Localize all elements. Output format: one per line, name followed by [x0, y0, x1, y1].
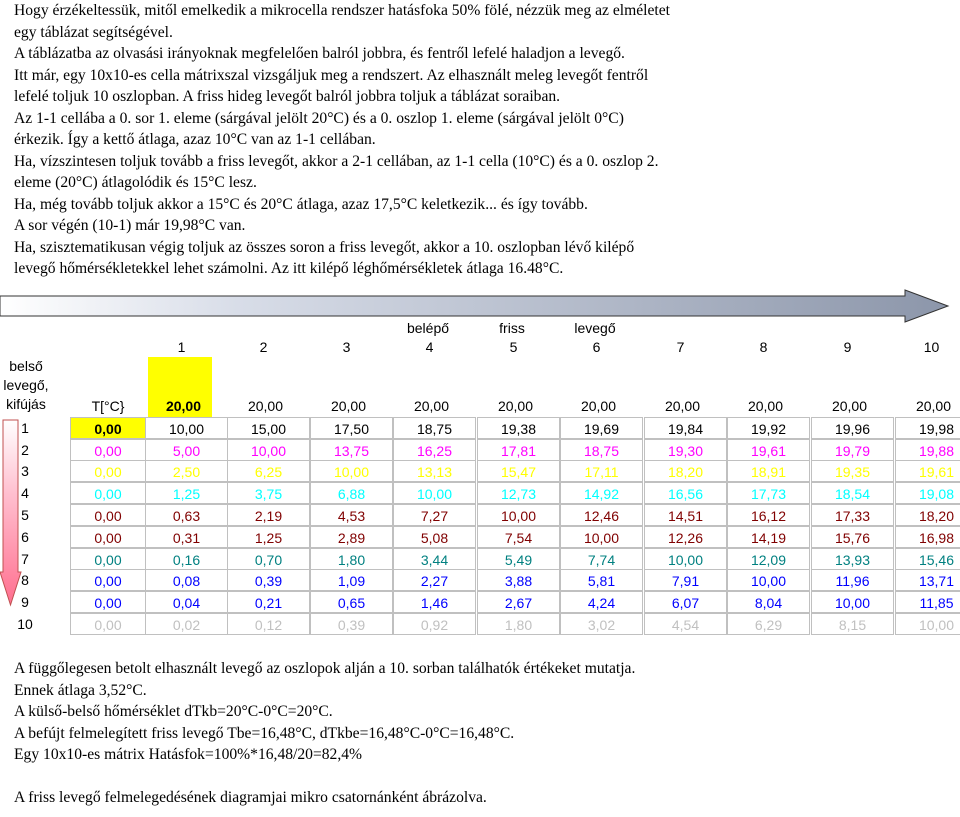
intro-line: Hogy érzékeltessük, mitől emelkedik a mikrocella rendszer hatásfoka 50% fölé, nézzük meg az elméletet	[14, 2, 670, 19]
top-label-entering: belépő	[406, 320, 450, 336]
matrix-cell: 7,91	[644, 569, 727, 591]
matrix-cell: 18,91	[727, 460, 810, 482]
matrix-cell: 5,08	[393, 526, 476, 548]
intro-line: eleme (20°C) átlagolódik és 15°C lesz.	[14, 174, 257, 191]
row-label: 5	[21, 507, 29, 523]
matrix-cell: 0,16	[145, 548, 228, 570]
matrix-cell: 13,75	[310, 439, 393, 461]
intro-line: A sor végén (10-1) már 19,98°C van.	[14, 217, 246, 234]
row-label: 3	[21, 463, 29, 480]
intro-line: A táblázatba az olvasási irányoknak megfelelően balról jobbra, és fentről lefelé haladjon a levegő.	[14, 45, 625, 62]
row-label: 1	[21, 419, 29, 436]
row-label: 7	[21, 550, 29, 567]
matrix-cell: 0,08	[145, 569, 228, 591]
header-row-cell: 20,00	[831, 398, 868, 414]
matrix-cell: 0,63	[145, 504, 228, 526]
first-column-cell: 0,00	[70, 548, 146, 570]
intro-line: egy táblázat segítségével.	[14, 23, 173, 41]
column-header: 1	[177, 339, 186, 355]
matrix-cell: 0,92	[393, 613, 476, 635]
matrix-cell: 17,11	[560, 460, 643, 482]
side-label	[0, 357, 52, 414]
matrix-cell: 19,35	[811, 460, 894, 482]
matrix-cell: 2,50	[145, 460, 228, 482]
matrix-cell: 12,73	[477, 482, 560, 504]
matrix-cell: 2,89	[310, 526, 393, 548]
matrix-cell: 13,13	[393, 460, 476, 482]
matrix-cell: 3,02	[560, 613, 643, 635]
matrix-cell: 2,67	[477, 591, 560, 613]
first-column-cell: 0,00	[70, 504, 146, 526]
header-row-cell: 20,00	[413, 398, 450, 414]
matrix-cell: 18,20	[644, 460, 727, 482]
matrix-cell: 16,98	[895, 526, 960, 548]
matrix-cell: 14,19	[727, 526, 810, 548]
header-row-cell: 20,00	[330, 398, 367, 414]
matrix-cell: 5,00	[145, 439, 228, 461]
outro-line: A külső-belső hőmérséklet dTkb=20°C-0°C=20°C.	[14, 703, 333, 720]
top-label-fresh: friss	[499, 320, 525, 336]
matrix-cell: 7,54	[477, 526, 560, 548]
matrix-cell: 16,56	[644, 482, 727, 504]
matrix-cell: 14,51	[644, 504, 727, 526]
top-label-air: levegő	[574, 320, 616, 336]
matrix-cell: 14,92	[560, 482, 643, 504]
matrix-cell: 0,12	[227, 613, 310, 635]
matrix-cell: 5,81	[560, 569, 643, 591]
intro-line: Ha, szisztematikusan végig toljuk az összes soron a friss levegőt, akkor a 10. oszlopban lévő kilépő	[14, 238, 635, 256]
matrix-cell: 1,80	[477, 613, 560, 635]
matrix-cell: 10,00	[227, 439, 310, 461]
matrix-cell: 19,79	[811, 439, 894, 461]
matrix-cell: 19,92	[727, 417, 810, 439]
first-column-cell: 0,00	[70, 439, 146, 461]
matrix-cell: 10,00	[560, 526, 643, 548]
column-header: 4	[425, 339, 434, 355]
row-label: 4	[21, 485, 29, 502]
matrix-cell: 5,49	[477, 548, 560, 570]
matrix-cell: 19,38	[477, 417, 560, 439]
header-row-cell: 20,00	[747, 398, 784, 414]
row-label: 2	[21, 441, 29, 458]
matrix-cell: 1,25	[227, 526, 310, 548]
matrix-cell: 4,53	[310, 504, 393, 526]
matrix-cell: 10,00	[145, 417, 228, 439]
matrix-cell: 1,25	[145, 482, 228, 504]
column-header: 2	[259, 339, 268, 355]
matrix-cell: 6,29	[727, 613, 810, 635]
matrix-cell: 0,70	[227, 548, 310, 570]
matrix-cell: 11,85	[895, 591, 960, 613]
matrix-cell: 10,00	[477, 504, 560, 526]
matrix-cell: 19,69	[560, 417, 643, 439]
row-label: 8	[21, 572, 29, 589]
matrix-cell: 18,54	[811, 482, 894, 504]
matrix-cell: 3,44	[393, 548, 476, 570]
matrix-cell: 11,96	[811, 569, 894, 591]
matrix-cell: 6,25	[227, 460, 310, 482]
outro-line: Egy 10x10-es mátrix Hatásfok=100%*16,48/20=82,4%	[14, 746, 363, 763]
matrix-cell: 16,25	[393, 439, 476, 461]
matrix-cell: 10,00	[895, 613, 960, 635]
matrix-cell: 7,74	[560, 548, 643, 570]
matrix-cell: 18,75	[560, 439, 643, 461]
matrix-cell: 10,00	[310, 460, 393, 482]
header-row-cell: 20,00	[580, 398, 617, 414]
matrix-cell: 0,65	[310, 591, 393, 613]
matrix-cell: 7,27	[393, 504, 476, 526]
matrix-cell: 4,24	[560, 591, 643, 613]
row-label: 9	[21, 594, 29, 611]
matrix-cell: 3,75	[227, 482, 310, 504]
matrix-cell: 6,07	[644, 591, 727, 613]
unit-label: T[°C}	[91, 398, 125, 414]
outro-line: Ennek átlaga 3,52°C.	[14, 681, 147, 699]
matrix-cell: 10,00	[727, 569, 810, 591]
column-header: 5	[509, 339, 518, 355]
outro-text	[14, 658, 954, 809]
matrix-cell: 19,88	[895, 439, 960, 461]
first-column-cell: 0,00	[70, 417, 146, 439]
intro-line: lefelé toljuk 10 oszlopban. A friss hideg levegőt balról jobbra toljuk a táblázat soraiban.	[14, 88, 561, 105]
matrix-cell: 12,09	[727, 548, 810, 570]
matrix-cell: 0,39	[310, 613, 393, 635]
column-header: 10	[923, 339, 940, 355]
matrix-cell: 0,31	[145, 526, 228, 548]
outro-spacer	[14, 766, 954, 788]
first-column-cell: 0,00	[70, 591, 146, 613]
matrix-cell: 13,93	[811, 548, 894, 570]
intro-line: Ha, vízszintesen toljuk tovább a friss levegőt, akkor a 2-1 cellában, az 1-1 cella (10°C) és a 0. oszlop 2.	[14, 152, 659, 170]
matrix-cell: 8,04	[727, 591, 810, 613]
matrix-cell: 17,50	[310, 417, 393, 439]
matrix-cell: 3,88	[477, 569, 560, 591]
matrix-cell: 2,27	[393, 569, 476, 591]
matrix-cell: 19,61	[727, 439, 810, 461]
matrix-cell: 0,21	[227, 591, 310, 613]
matrix-cell: 19,61	[895, 460, 960, 482]
outro-line: A függőlegesen betolt elhasznált levegő az oszlopok alján a 10. sorban találhatók értékeket mutatja.	[14, 660, 636, 677]
column-header: 9	[843, 339, 852, 355]
intro-line: Az 1-1 cellába a 0. sor 1. eleme (sárgával jelölt 20°C) és a 0. oszlop 1. eleme (sárgával jelölt 0°C)	[14, 109, 624, 127]
matrix-cell: 6,88	[310, 482, 393, 504]
matrix-cell: 18,20	[895, 504, 960, 526]
matrix-cell: 15,46	[895, 548, 960, 570]
matrix-cell: 17,73	[727, 482, 810, 504]
matrix-cell: 4,54	[644, 613, 727, 635]
matrix-cell: 19,98	[895, 417, 960, 439]
side-label-line: belső	[9, 358, 43, 374]
outro-line: A befújt felmelegített friss levegő Tbe=16,48°C, dTkbe=16,48°C-0°C=16,48°C.	[14, 724, 515, 742]
column-header: 7	[676, 339, 685, 355]
column-header: 6	[592, 339, 601, 355]
first-column-cell: 0,00	[70, 526, 146, 548]
side-label-line: kifújás	[6, 396, 46, 412]
outro-line: A friss levegő felmelegedésének diagramjai mikro csatornánként ábrázolva.	[14, 789, 487, 806]
matrix-cell: 17,33	[811, 504, 894, 526]
matrix-cell: 17,81	[477, 439, 560, 461]
matrix-cell: 19,08	[895, 482, 960, 504]
matrix-cell: 19,30	[644, 439, 727, 461]
row-label: 6	[21, 528, 29, 545]
first-column-cell: 0,00	[70, 569, 146, 591]
header-row-cell: 20,00	[165, 398, 202, 414]
row-label: 10	[17, 616, 33, 632]
first-column-cell: 0,00	[70, 482, 146, 504]
intro-line: Ha, még tovább toljuk akkor a 15°C és 20°C átlaga, azaz 17,5°C keletkezik... és így tovább.	[14, 195, 588, 213]
matrix-cell: 1,09	[310, 569, 393, 591]
matrix-cell: 10,00	[811, 591, 894, 613]
matrix-cell: 16,12	[727, 504, 810, 526]
matrix-cell: 0,39	[227, 569, 310, 591]
intro-line: Itt már, egy 10x10-es cella mátrixszal vizsgáljuk meg a rendszert. Az elhasznált meleg levegőt fentről	[14, 66, 649, 84]
matrix-cell: 2,19	[227, 504, 310, 526]
matrix-cell: 1,46	[393, 591, 476, 613]
matrix-cell: 19,96	[811, 417, 894, 439]
matrix-cell: 8,15	[811, 613, 894, 635]
matrix-cell: 15,76	[811, 526, 894, 548]
matrix-cell: 0,02	[145, 613, 228, 635]
header-row-cell: 20,00	[664, 398, 701, 414]
intro-line: levegő hőmérsékletekkel lehet számolni. Az itt kilépő léghőmérsékletek átlaga 16.48°C.	[14, 260, 564, 277]
matrix-cell: 0,04	[145, 591, 228, 613]
intro-line: érkezik. Így a kettő átlaga, azaz 10°C van az 1-1 cellában.	[14, 131, 376, 148]
header-row-cell: 20,00	[247, 398, 284, 414]
matrix-cell: 19,84	[644, 417, 727, 439]
matrix-cell: 12,26	[644, 526, 727, 548]
column-header: 3	[342, 339, 351, 355]
side-label-line: levegő,	[3, 377, 49, 393]
fresh-air-arrow	[0, 290, 948, 322]
column-header: 8	[759, 339, 768, 355]
matrix-cell: 10,00	[644, 548, 727, 570]
matrix-cell: 10,00	[393, 482, 476, 504]
matrix-cell: 1,80	[310, 548, 393, 570]
header-row-cell: 20,00	[497, 398, 534, 414]
matrix-cell: 18,75	[393, 417, 476, 439]
matrix-cell: 13,71	[895, 569, 960, 591]
first-column-cell: 0,00	[70, 613, 146, 635]
header-row-cell: 20,00	[915, 398, 952, 414]
matrix-cell: 15,00	[227, 417, 310, 439]
matrix-cell: 12,46	[560, 504, 643, 526]
matrix-cell: 15,47	[477, 460, 560, 482]
first-column-cell: 0,00	[70, 460, 146, 482]
